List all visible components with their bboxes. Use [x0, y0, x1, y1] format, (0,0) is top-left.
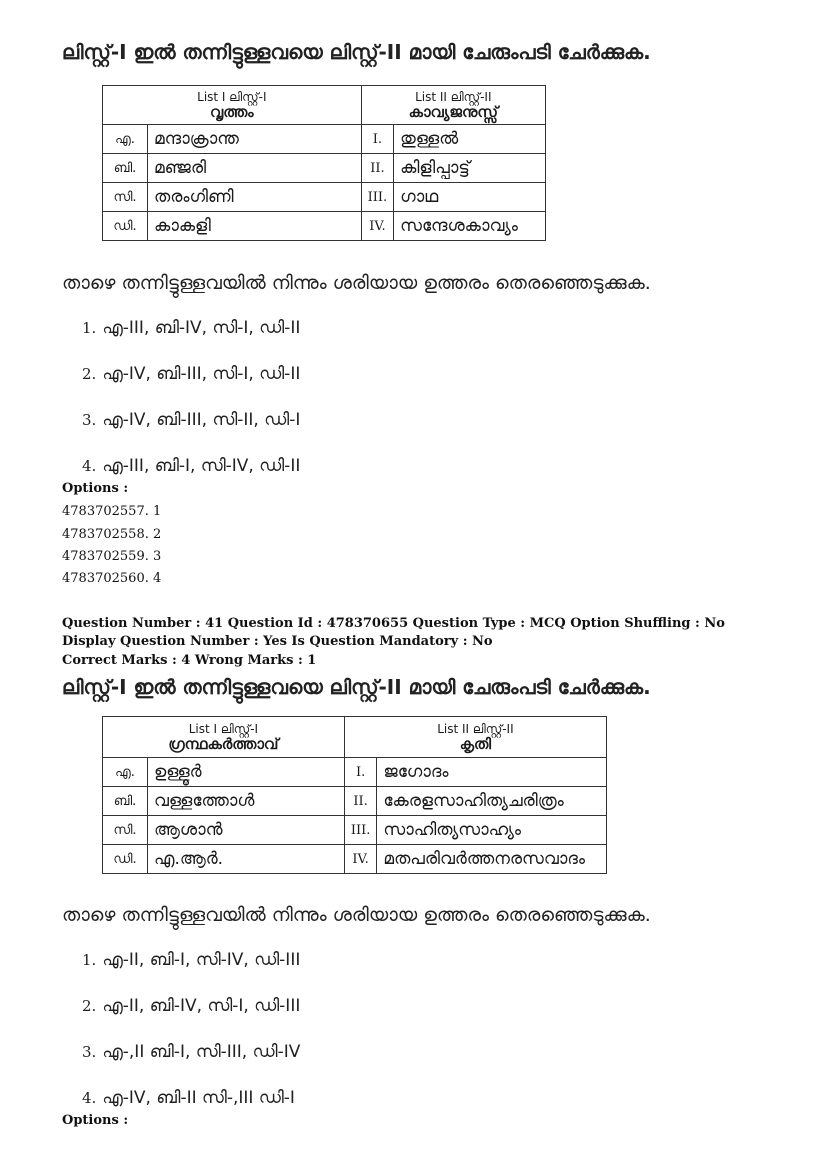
match-table [102, 85, 546, 241]
question-heading: ലിസ്റ്റ്-I ഇൽ തന്നിട്ടുള്ളവയെ ലിസ്റ്റ്-II മായി ചേരുംപടി ചേർക്കുക. [62, 40, 651, 64]
table-row: ഡി. എ.ആർ. IV. മതപരിവർത്തനരസവാദം [103, 845, 607, 874]
option-id: 4783702559. 3 [62, 549, 162, 564]
marks-info: Correct Marks : 4 Wrong Marks : 1 [62, 653, 317, 668]
option-id: 4783702560. 4 [62, 571, 162, 586]
options-label: Options : [62, 481, 129, 496]
answer-choice: 3. എ-IV, ബി-III, സി-II, ഡി-I [82, 410, 301, 430]
answer-choice: 4. എ-III, ബി-I, സി-IV, ഡി-II [82, 456, 301, 476]
answer-choice: 1. എ-III, ബി-IV, സി-I, ഡി-II [82, 318, 301, 338]
table-row: ബി. മഞ്ജരി II. കിളിപ്പാട്ട് [103, 154, 546, 183]
options-label: Options : [62, 1113, 129, 1128]
answer-choice: 2. എ-II, ബി-IV, സി-I, ഡി-III [82, 996, 301, 1016]
table-row: ഡി. കാകളി IV. സന്ദേശകാവ്യം [103, 212, 546, 241]
option-id: 4783702557. 1 [62, 504, 162, 519]
list-2-header: List II ലിസ്റ്റ്-II കൃതി [344, 717, 606, 758]
table-row: എ. മന്ദാക്രാന്ത I. തുള്ളൽ [103, 125, 546, 154]
match-table [102, 716, 607, 874]
list-2-header: List II ലിസ്റ്റ്-II കാവ്യജനുസ്സ് [361, 86, 545, 125]
answer-choice: 2. എ-IV, ബി-III, സി-I, ഡി-II [82, 364, 301, 384]
table-row: സി. തരംഗിണി III. ഗാഥ [103, 183, 546, 212]
answer-choice: 3. എ-,II ബി-I, സി-III, ഡി-IV [82, 1042, 301, 1062]
question-prompt: താഴെ തന്നിട്ടുള്ളവയിൽ നിന്നും ശരിയായ ഉത്തരം തെരഞ്ഞെടുക്കുക. [62, 904, 651, 926]
table-row: ബി. വള്ളത്തോൾ II. കേരളസാഹിത്യചരിത്രം [103, 787, 607, 816]
answer-choice: 4. എ-IV, ബി-II സി-,III ഡി-I [82, 1088, 295, 1108]
question-heading: ലിസ്റ്റ്-I ഇൽ തന്നിട്ടുള്ളവയെ ലിസ്റ്റ്-II മായി ചേരുംപടി ചേർക്കുക. [62, 675, 651, 699]
option-id: 4783702558. 2 [62, 527, 162, 542]
list-1-header: List I ലിസ്റ്റ്-I ഗ്രന്ഥകർത്താവ് [103, 717, 345, 758]
answer-choice: 1. എ-II, ബി-I, സി-IV, ഡി-III [82, 950, 301, 970]
question-prompt: താഴെ തന്നിട്ടുള്ളവയിൽ നിന്നും ശരിയായ ഉത്തരം തെരഞ്ഞെടുക്കുക. [62, 272, 651, 294]
table-row: എ. ഉള്ളൂർ I. ജഗോദം [103, 758, 607, 787]
list-1-header: List I ലിസ്റ്റ്-I വൃത്തം [103, 86, 362, 125]
table-row: സി. ആശാൻ III. സാഹിത്യസാഹ്യം [103, 816, 607, 845]
question-metadata: Question Number : 41 Question Id : 478370655 Question Type : MCQ Option Shuffling : No Display Question Number : Yes Is Question Mandatory : No [62, 616, 725, 649]
